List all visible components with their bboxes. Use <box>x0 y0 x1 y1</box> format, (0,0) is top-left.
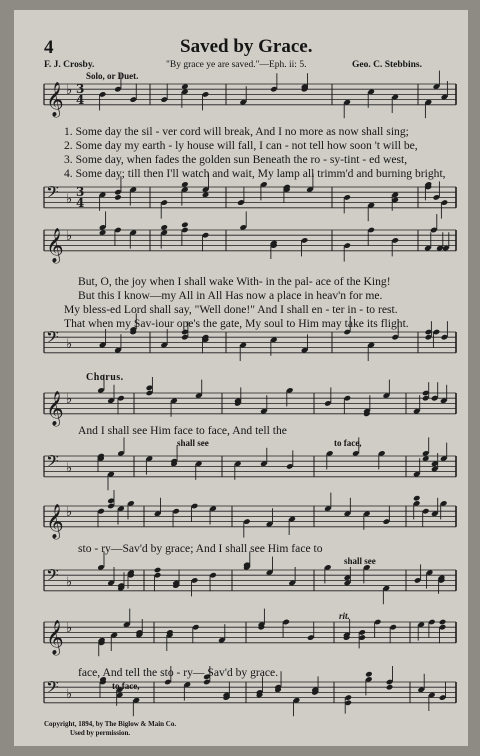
time-signature-bottom: 4 <box>76 93 85 107</box>
flat-icon: ♭ <box>66 392 73 407</box>
flat-icon: ♭ <box>66 621 73 636</box>
staff <box>44 84 456 105</box>
note-head <box>386 684 394 691</box>
page-number: 4 <box>44 37 54 58</box>
note-head <box>413 495 421 502</box>
note-head <box>154 567 162 574</box>
staff <box>44 570 456 591</box>
hymn-title: Saved by Grace. <box>180 36 313 57</box>
verse-2-line: 2. Some day my earth - ly house will fall, I can - not tell how soon 't will be, <box>64 139 418 152</box>
flat-icon: ♭ <box>66 337 73 352</box>
author: F. J. Crosby. <box>44 60 95 70</box>
bass-clef-icon: 𝄢 <box>46 182 59 206</box>
chorus-line-1: And I shall see Him face to face, And tell the <box>78 424 287 437</box>
chorus-line-1-lower-b: to face, <box>334 438 362 448</box>
verse-4-refrain-line: That when my Sav-iour ope's the gate, My soul to Him may take its flight. <box>64 317 409 330</box>
flat-icon: ♭ <box>66 505 73 520</box>
scripture-reference: "By grace ye are saved."—Eph. ii: 5. <box>166 60 307 70</box>
hymn-page <box>14 10 468 746</box>
bass-clef-icon: 𝄢 <box>46 451 59 475</box>
treble-clef-icon: 𝄞 <box>46 390 64 426</box>
permission-notice: Used by permission. <box>70 729 131 737</box>
copyright-notice: Copyright, 1894, by The Biglow & Main Co. <box>44 720 177 728</box>
tempo-mark: rit. <box>339 611 350 621</box>
staff <box>44 393 456 414</box>
staff <box>44 187 456 208</box>
note-head <box>439 619 447 626</box>
chorus-line-2: sto - ry—Sav'd by grace; And I shall see Him face to <box>78 542 323 555</box>
note-head <box>114 194 122 201</box>
verse-3-refrain-line: My bless-ed Lord shall say, "Well done!" And I shall en - ter in - to rest. <box>64 303 398 316</box>
staff <box>44 506 456 527</box>
chorus-line-1-lower-a: shall see <box>177 438 209 448</box>
chorus-label: Chorus. <box>86 372 124 383</box>
performance-note: Solo, or Duet. <box>86 71 139 81</box>
note-head <box>365 671 373 678</box>
time-signature-bottom: 4 <box>76 196 85 210</box>
note-head <box>181 222 189 229</box>
flat-icon: ♭ <box>66 687 73 702</box>
treble-clef-icon: 𝄞 <box>46 81 64 117</box>
chorus-line-3: face, And tell the sto - ry— Sav'd by grace. <box>78 666 279 679</box>
chorus-line-3-lower: to face, <box>112 681 140 691</box>
staff <box>44 456 456 477</box>
time-signature-top: 3 <box>76 185 85 199</box>
bass-clef-icon: 𝄢 <box>46 565 59 589</box>
treble-clef-icon: 𝄞 <box>46 227 64 263</box>
time-signature-top: 3 <box>76 82 85 96</box>
flat-icon: ♭ <box>66 83 73 98</box>
verse-1-line: 1. Some day the sil - ver cord will break, And I no more as now shall sing; <box>64 125 409 138</box>
composer: Geo. C. Stebbins. <box>352 60 422 70</box>
verse-4-line: 4. Some day; till then I'll watch and wait, My lamp all trimm'd and burning bright, <box>64 167 446 180</box>
treble-clef-icon: 𝄞 <box>46 619 64 655</box>
verse-2-refrain-line: But this I know—my All in All Has now a place in heav'n for me. <box>78 289 383 302</box>
treble-clef-icon: 𝄞 <box>46 503 64 539</box>
verse-1-refrain-line: But, O, the joy when I shall wake With- in the pal- ace of the King! <box>78 275 391 288</box>
flat-icon: ♭ <box>66 192 73 207</box>
bass-clef-icon: 𝄢 <box>46 327 59 351</box>
flat-icon: ♭ <box>66 575 73 590</box>
staff <box>44 682 456 703</box>
verse-3-line: 3. Some day, when fades the golden sun Beneath the ro - sy-tint - ed west, <box>64 153 408 166</box>
flat-icon: ♭ <box>66 229 73 244</box>
chorus-line-2-lower: shall see <box>344 556 376 566</box>
music-notation <box>14 10 468 746</box>
flat-icon: ♭ <box>66 461 73 476</box>
bass-clef-icon: 𝄢 <box>46 677 59 701</box>
